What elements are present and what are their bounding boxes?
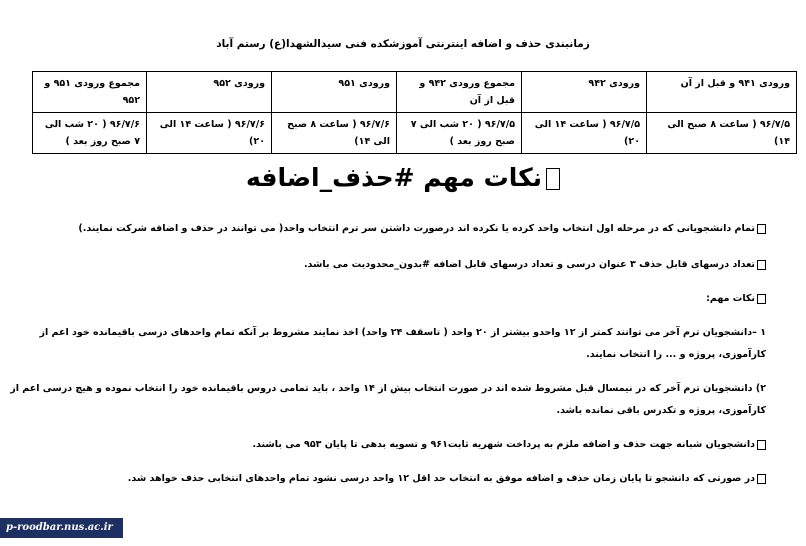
note-item: [6, 288, 766, 310]
note-item: [6, 254, 766, 276]
note-text: نکات مهم:: [706, 293, 755, 304]
schedule-time-cell: ۹۶/۷/۵ ( ۲۰ شب الی ۷ صبح روز بعد ): [397, 113, 522, 154]
checkbox-bullet-icon: [757, 294, 766, 304]
note-item: [6, 322, 766, 366]
note-text: ۱ –دانشجویان ترم آخر می توانند کمتر از ۱۲ واحدو بیشتر از ۲۰ واحد ( تاسقف ۲۴ واحد) اخذ نمایند مشروط بر آنکه تمام واحدهای درسی باقیمانده خود اعم از کارآموزی، پروژه و ... را انتخاب نمایند.: [39, 327, 766, 360]
checkbox-bullet-icon: [546, 168, 560, 190]
schedule-header-cell: ورودی ۹۵۲: [147, 72, 272, 113]
schedule-header-cell: مجموع ورودی ۹۵۱ و ۹۵۲: [33, 72, 147, 113]
schedule-header-row: [33, 72, 797, 113]
schedule-time-cell: ۹۶/۷/۶ ( ۲۰ شب الی ۷ صبح روز بعد ): [33, 113, 147, 154]
note-text: تعداد درسهای قابل حذف ۳ عنوان درسی و تعداد درسهای قابل اضافه #بدون_محدودیت می باشد.: [303, 259, 755, 270]
note-item: [6, 378, 766, 422]
checkbox-bullet-icon: [757, 224, 766, 234]
schedule-header-cell: ورودی ۹۵۱: [272, 72, 397, 113]
schedule-header-cell: ورودی ۹۴۲: [522, 72, 647, 113]
site-watermark: p-roodbar.nus.ac.ir: [0, 518, 123, 538]
schedule-time-cell: ۹۶/۷/۶ ( ساعت ۱۴ الی ۲۰): [147, 113, 272, 154]
checkbox-bullet-icon: [757, 260, 766, 270]
note-text: در صورتی که دانشجو تا پایان زمان حذف و اضافه موفق به انتخاب حد اقل ۱۲ واحد درسی نشود تمام واحدهای انتخابی حذف خواهد شد.: [127, 473, 755, 484]
schedule-header-cell: ورودی ۹۴۱ و قبل از آن: [647, 72, 797, 113]
schedule-time-cell: ۹۶/۷/۵ ( ساعت ۸ صبح الی ۱۴): [647, 113, 797, 154]
note-text: تمام دانشجویانی که در مرحله اول انتخاب واحد کرده یا نکرده اند درصورت داشتن سر ترم انتخاب واحد( می توانند در حذف و اضافه شرکت نمایند.): [78, 223, 755, 234]
schedule-time-cell: ۹۶/۷/۶ ( ساعت ۸ صبح الی ۱۴): [272, 113, 397, 154]
note-item: [6, 468, 766, 490]
note-item: [6, 434, 766, 456]
schedule-time-cell: ۹۶/۷/۵ ( ساعت ۱۴ الی ۲۰): [522, 113, 647, 154]
note-text: ۲) دانشجویان ترم آخر که در نیمسال قبل مشروط شده اند در صورت انتخاب بیش از ۱۴ واحد ، باید تمامی دروس باقیمانده خود را انتخاب نموده و هیچ درسی اعم از کارآموزی، پروژه و تکدرس باقی نمانده باشد.: [10, 383, 766, 416]
section-heading: [0, 158, 806, 198]
note-item: [6, 218, 766, 240]
schedule-time-row: [33, 113, 797, 154]
checkbox-bullet-icon: [757, 440, 766, 450]
schedule-header-cell: مجموع ورودی ۹۴۲ و قبل از آن: [397, 72, 522, 113]
note-text: دانشجویان شبانه جهت حذف و اضافه ملزم به پرداخت شهریه ثابت۹۶۱ و تسویه بدهی تا پایان ۹۵۳ می باشند.: [252, 439, 755, 450]
schedule-table: [32, 71, 797, 154]
document-title: زمانبندی حذف و اضافه اینترنتی آموزشکده فنی سیدالشهدا(ع) رستم آباد: [216, 38, 590, 50]
checkbox-bullet-icon: [757, 474, 766, 484]
section-heading-text: نکات مهم #حذف_اضافه: [245, 163, 543, 192]
